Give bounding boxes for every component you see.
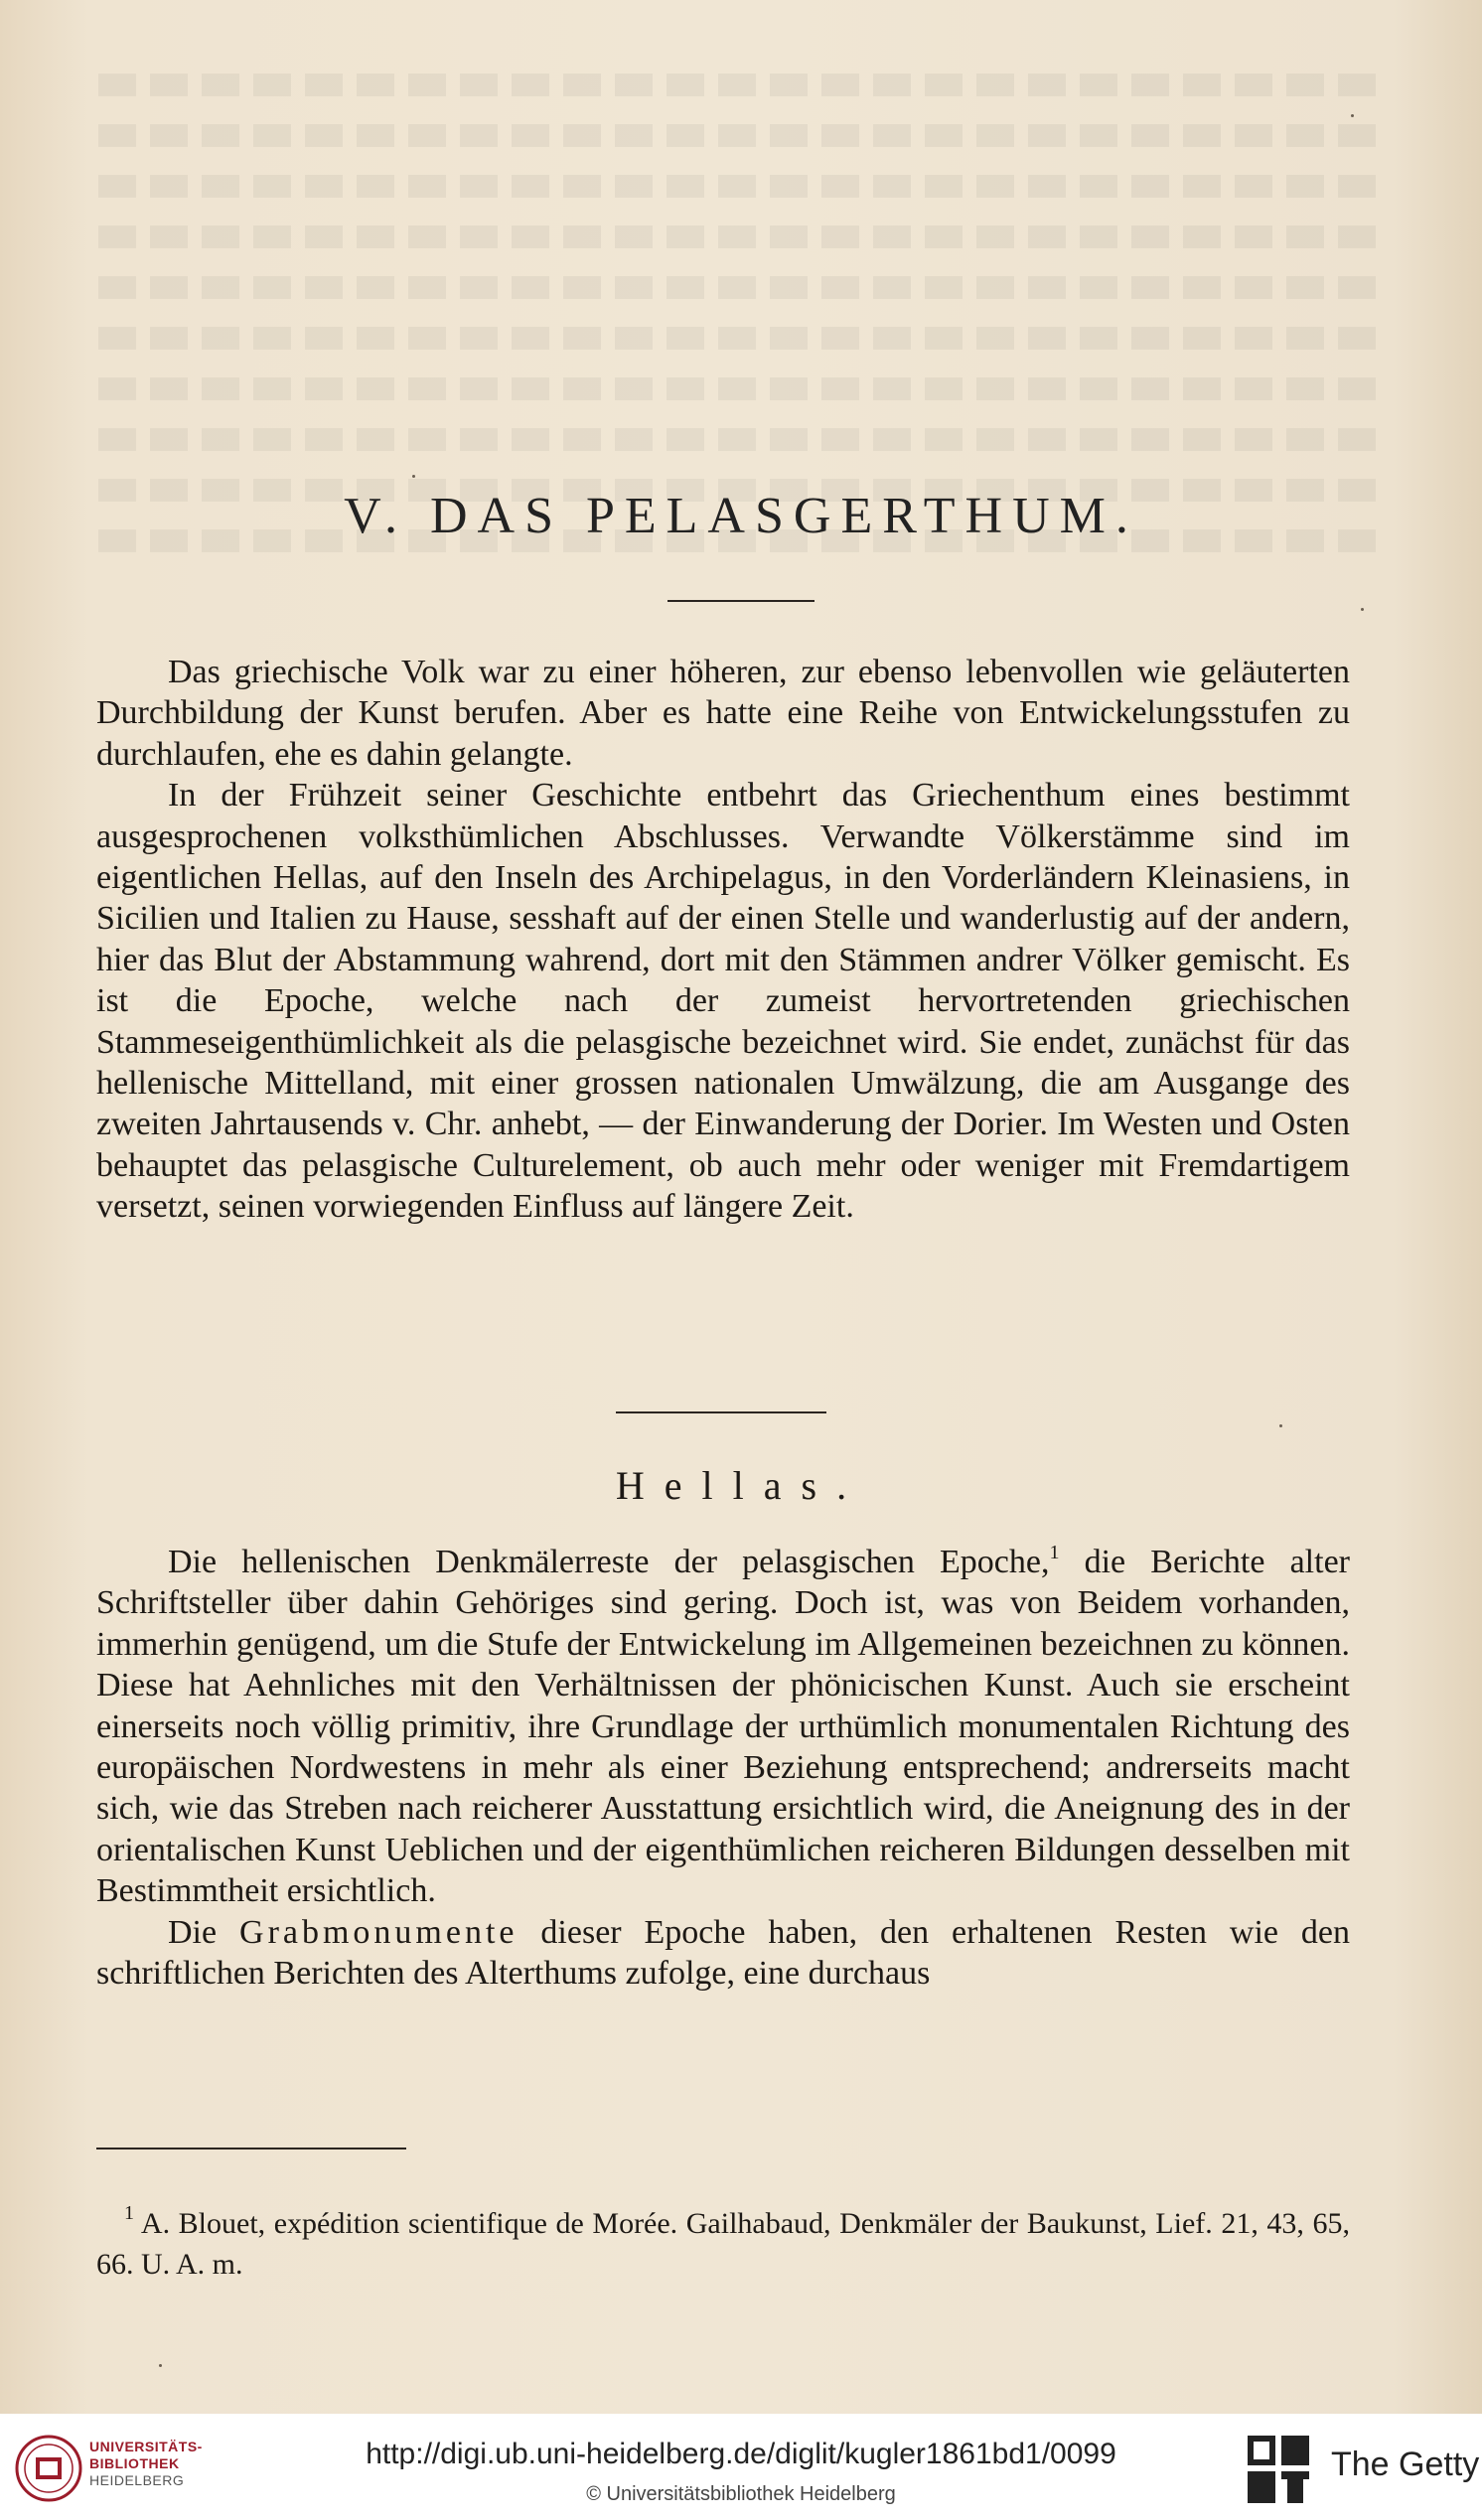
paragraph-hellas-1 [96,1542,1350,1912]
title-rule [667,600,815,602]
library-name: UNIVERSITÄTS- BIBLIOTHEK HEIDELBERG [89,2439,203,2488]
section-rule [616,1411,826,1413]
paragraph-hellas-2 [96,1912,1350,1995]
getty-logo-icon [1244,2432,1313,2507]
hellas-p1-start: Die hellenischen Denkmälerreste der pelasgischen Epoche, [168,1544,1050,1580]
footnote-reference: 1 [1049,1542,1060,1563]
permalink-url[interactable]: http://digi.ub.uni-heidelberg.de/diglit/kugler1861bd1/0099 [366,2438,1116,2470]
footer-bar [0,2414,1482,2520]
hellas-p1-rest: die Berichte alter Schriftsteller über dahin Gehöriges sind gering. Doch ist, was von Beidem vorhanden, immerhin genügend, um die Stufe der Entwickelung im Allgemeinen bezeichnen zu können. Diese hat Aehnliches mit den Verhältnissen der phönicischen Kunst. Auch sie erscheint einerseits noch völlig primitiv, ihre Grundlage der urthümlich monumentalen Richtung des europäischen Nordwestens in mehr als einer Beziehung entsprechend; andrerseits macht sich, wie das Streben nach reicherer Ausstattung ersichtlich wird, die Aneignung des in der orientalischen Kunst Ueblichen und der eigenthümlichen reicheren Bildungen desselben mit Bestimmtheit ersichtlich. [96,1544,1350,1910]
paper-speck [1351,114,1354,117]
hellas-text [96,1542,1350,1994]
hellas-p2-start: Die [168,1913,240,1951]
chapter-title: V. DAS PELASGERTHUM. [344,488,1138,544]
spaced-term: Grabmonumente [239,1913,519,1951]
paragraph-intro-1: Das griechische Volk war zu einer höheren, zur ebenso lebenvollen wie geläuterten Durchbildung der Kunst berufen. Aber es hatte eine Reihe von Entwickelungsstufen zu durchlaufen, ehe es dahin gelangte. [96,654,1350,773]
footnote-mark: 1 [124,2202,134,2224]
footnote [96,2203,1350,2285]
copyright-notice: © Universitätsbibliothek Heidelberg [586,2483,896,2505]
paper-speck [1279,1424,1282,1427]
section-heading: Hellas. [615,1463,867,1508]
intro-text [96,652,1350,1228]
paper-speck [412,475,415,478]
hellas-p2-rest: dieser Epoche haben, den erhaltenen Resten wie den schriftlichen Berichten des Alterthums zufolge, eine durchaus [96,1913,1351,1993]
paragraph-intro-2: In der Frühzeit seiner Geschichte entbehrt das Griechenthum eines bestimmt ausgesprochenen volksthümlichen Abschlusses. Verwandte Völkerstämme sind im eigentlichen Hellas, auf den Inseln des Archipelagus, in den Vorderländern Kleinasiens, in Sicilien und Italien zu Hause, sesshaft auf der einen Stelle und wanderlustig auf der andern, hier das Blut der Abstammung wahrend, dort mit den Stämmen andrer Völker gemischt. Es ist die Epoche, welche nach der zumeist hervortretenden griechischen Stammeseigenthümlichkeit als die pelasgische bezeichnet wird. Sie endet, zunächst für das hellenische Mittelland, mit einer grossen nationalen Umwälzung, die am Ausgange des zweiten Jahrtausends v. Chr. anhebt, — der Einwanderung der Dorier. Im Westen und Osten behauptet das pelasgische Culturelement, ob auch mehr oder weniger mit Fremdartigem versetzt, seinen vorwiegenden Einfluss auf längere Zeit. [96,777,1350,1226]
paper-speck [159,2364,162,2367]
paper-speck [1361,608,1364,611]
footnote-text: A. Blouet, expédition scientifique de Morée. Gailhabaud, Denkmäler der Baukunst, Lief. 21, 43, 65, 66. U. A. m. [96,2207,1350,2281]
getty-label: The Getty [1331,2446,1480,2483]
footnote-rule [96,2148,406,2149]
